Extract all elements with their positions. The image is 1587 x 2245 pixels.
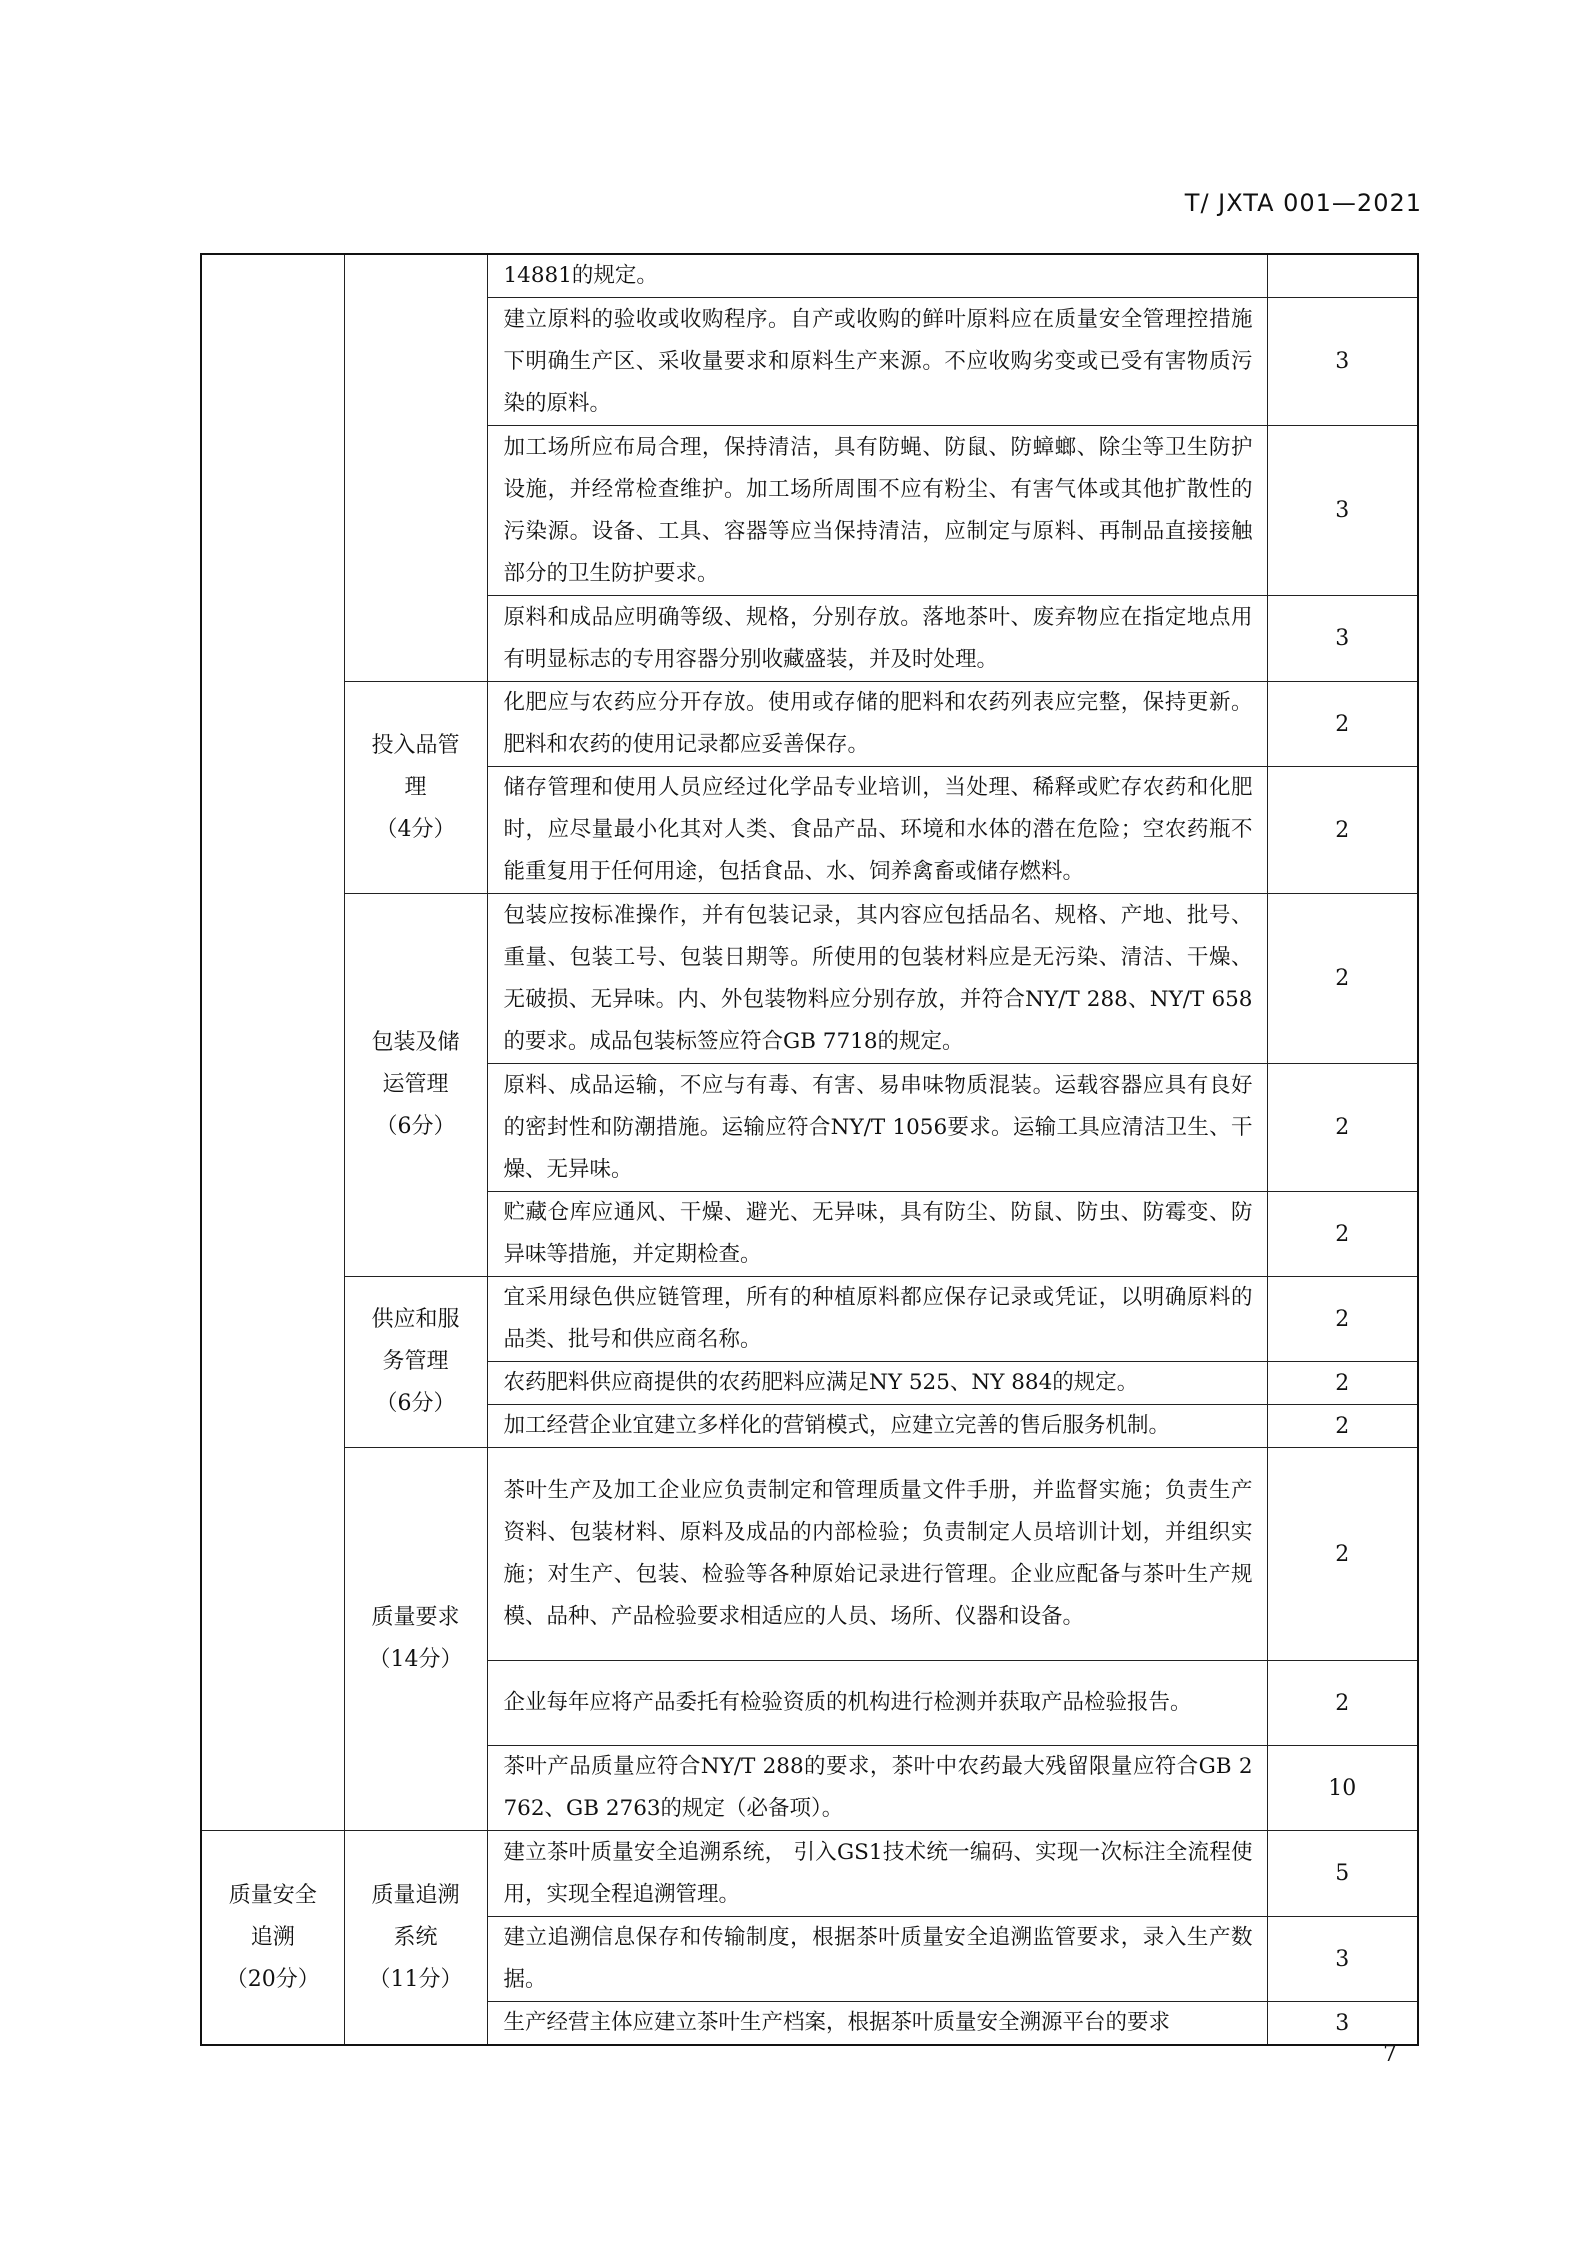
category-points: （20分） [225, 1966, 320, 1992]
score-cell: 2 [1267, 1362, 1418, 1405]
evaluation-table [200, 253, 1419, 2046]
score-cell: 10 [1267, 1746, 1418, 1831]
requirement-cell: 建立原料的验收或收购程序。自产或收购的鲜叶原料应在质量安全管理控措施下明确生产区、采收量要求和原料生产来源。不应收购劣变或已受有害物质污染的原料。 [487, 298, 1267, 426]
score-cell: 3 [1267, 1917, 1418, 2002]
score-cell: 5 [1267, 1831, 1418, 1917]
score-cell: 2 [1267, 1405, 1418, 1448]
score-cell: 2 [1267, 1661, 1418, 1746]
subcategory-supply-service [344, 1277, 487, 1448]
category-label: 追溯 [250, 1924, 295, 1950]
requirement-cell: 建立追溯信息保存和传输制度，根据茶叶质量安全追溯监管要求，录入生产数据。 [487, 1917, 1267, 2002]
table-row [201, 1448, 1418, 1661]
table-row [201, 682, 1418, 767]
subcategory-label: 质量要求 [371, 1605, 460, 1630]
subcategory-points: （11分） [368, 1966, 463, 1992]
subcategory-label: 务管理 [382, 1349, 449, 1374]
table-row [201, 894, 1418, 1064]
score-cell: 2 [1267, 767, 1418, 894]
requirement-cell: 加工场所应布局合理，保持清洁，具有防蝇、防鼠、防蟑螂、除尘等卫生防护设施，并经常检查维护。加工场所周围不应有粉尘、有害气体或其他扩散性的污染源。设备、工具、容器等应当保持清洁，应制定与原料、再制品直接接触部分的卫生防护要求。 [487, 426, 1267, 596]
score-cell: 2 [1267, 894, 1418, 1064]
score-cell: 2 [1267, 1064, 1418, 1192]
subcategory-points: （6分） [375, 1114, 456, 1139]
subcategory-quality-requirements [344, 1448, 487, 1831]
score-cell [1267, 254, 1418, 298]
subcategory-label: 质量追溯 [371, 1882, 460, 1908]
score-cell: 2 [1267, 682, 1418, 767]
score-cell: 3 [1267, 2002, 1418, 2046]
requirement-cell: 生产经营主体应建立茶叶生产档案，根据茶叶质量安全溯源平台的要求 [487, 2002, 1267, 2046]
score-cell: 3 [1267, 426, 1418, 596]
requirement-cell: 企业每年应将产品委托有检验资质的机构进行检测并获取产品检验报告。 [487, 1661, 1267, 1746]
subcategory-inputs-management [344, 682, 487, 894]
requirement-cell: 茶叶生产及加工企业应负责制定和管理质量文件手册，并监督实施；负责生产资料、包装材料、原料及成品的内部检验；负责制定人员培训计划，并组织实施；对生产、包装、检验等各种原始记录进行管理。企业应配备与茶叶生产规模、品种、产品检验要求相适应的人员、场所、仪器和设备。 [487, 1448, 1267, 1661]
score-cell: 3 [1267, 596, 1418, 682]
subcategory-label: 系统 [393, 1924, 438, 1950]
requirement-cell: 建立茶叶质量安全追溯系统， 引入GS1技术统一编码、实现一次标注全流程使用，实现全程追溯管理。 [487, 1831, 1267, 1917]
category-traceability [201, 1831, 344, 2046]
requirement-cell: 贮藏仓库应通风、干燥、避光、无异味，具有防尘、防鼠、防虫、防霉变、防异味等措施，并定期检查。 [487, 1192, 1267, 1277]
requirement-cell: 包装应按标准操作，并有包装记录，其内容应包括品名、规格、产地、批号、重量、包装工号、包装日期等。所使用的包装材料应是无污染、清洁、干燥、无破损、无异味。内、外包装物料应分别存放，并符合NY/T 288、NY/T 658的要求。成品包装标签应符合GB 7718的规定。 [487, 894, 1267, 1064]
requirement-cell: 宜采用绿色供应链管理，所有的种植原料都应保存记录或凭证，以明确原料的品类、批号和供应商名称。 [487, 1277, 1267, 1362]
subcategory-label: 运管理 [382, 1072, 449, 1097]
subcategory-points: （14分） [368, 1647, 463, 1672]
requirement-cell: 原料、成品运输，不应与有毒、有害、易串味物质混装。运载容器应具有良好的密封性和防潮措施。运输应符合NY/T 1056要求。运输工具应清洁卫生、干燥、无异味。 [487, 1064, 1267, 1192]
subcategory-cell [344, 254, 487, 682]
score-cell: 3 [1267, 298, 1418, 426]
subcategory-traceability-system [344, 1831, 487, 2046]
requirement-cell: 原料和成品应明确等级、规格，分别存放。落地茶叶、废弃物应在指定地点用有明显标志的专用容器分别收藏盛装，并及时处理。 [487, 596, 1267, 682]
subcategory-label: 理 [404, 774, 427, 800]
requirement-cell: 储存管理和使用人员应经过化学品专业培训，当处理、稀释或贮存农药和化肥时，应尽量最小化其对人类、食品产品、环境和水体的潜在危险；空农药瓶不能重复用于任何用途，包括食品、水、饲养禽畜或储存燃料。 [487, 767, 1267, 894]
standard-code: T/ JXTA 001—2021 [1184, 189, 1422, 217]
requirement-cell: 茶叶产品质量应符合NY/T 288的要求，茶叶中农药最大残留限量应符合GB 2762、GB 2763的规定（必备项）。 [487, 1746, 1267, 1831]
category-label: 质量安全 [228, 1882, 317, 1908]
category-cell [201, 254, 344, 1831]
table-row [201, 254, 1418, 298]
subcategory-points: （6分） [375, 1391, 456, 1416]
table-row [201, 1277, 1418, 1362]
requirement-cell: 14881的规定。 [487, 254, 1267, 298]
requirement-cell: 化肥应与农药应分开存放。使用或存储的肥料和农药列表应完整，保持更新。肥料和农药的使用记录都应妥善保存。 [487, 682, 1267, 767]
subcategory-label: 供应和服 [371, 1307, 460, 1332]
page-number: 7 [1383, 2042, 1397, 2067]
requirement-cell: 加工经营企业宜建立多样化的营销模式，应建立完善的售后服务机制。 [487, 1405, 1267, 1448]
subcategory-label: 投入品管 [371, 732, 460, 758]
table-row [201, 1831, 1418, 1917]
subcategory-label: 包装及储 [371, 1030, 460, 1055]
subcategory-packaging-storage [344, 894, 487, 1277]
requirement-cell: 农药肥料供应商提供的农药肥料应满足NY 525、NY 884的规定。 [487, 1362, 1267, 1405]
score-cell: 2 [1267, 1192, 1418, 1277]
subcategory-points: （4分） [375, 816, 456, 842]
score-cell: 2 [1267, 1277, 1418, 1362]
score-cell: 2 [1267, 1448, 1418, 1661]
